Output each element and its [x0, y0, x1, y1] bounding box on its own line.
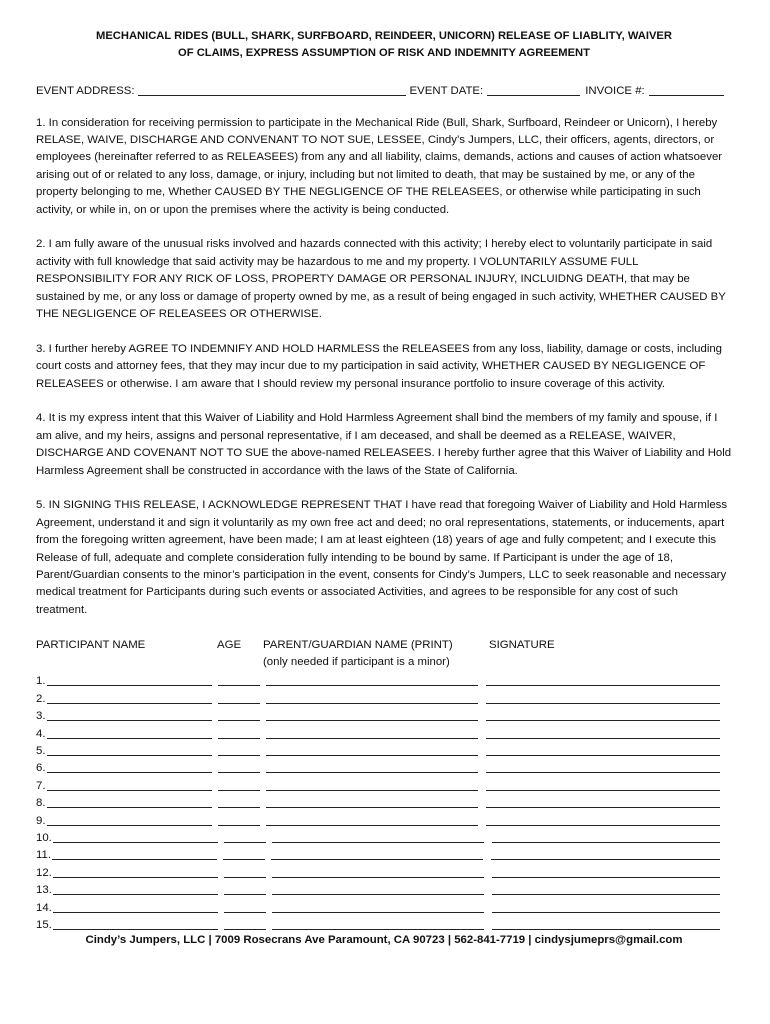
participant-name-field[interactable]	[47, 778, 212, 791]
participant-row	[36, 706, 720, 723]
row-number: 1.	[36, 675, 46, 688]
row-number: 14.	[36, 901, 52, 914]
header-signature: SIGNATURE	[489, 638, 555, 651]
signature-field[interactable]	[486, 708, 721, 721]
parent-guardian-name-field[interactable]	[266, 743, 478, 756]
signature-field[interactable]	[492, 882, 720, 895]
age-field[interactable]	[218, 760, 260, 773]
row-number: 2.	[36, 692, 46, 705]
row-number: 3.	[36, 710, 46, 723]
age-field[interactable]	[218, 691, 260, 704]
age-field[interactable]	[224, 900, 266, 913]
title-line-1: MECHANICAL RIDES (BULL, SHARK, SURFBOARD, REINDEER, UNICORN) RELEASE OF LIABLITY, WAIVER	[96, 30, 672, 42]
event-address-label: EVENT ADDRESS:	[36, 85, 135, 97]
header-parent-guardian: PARENT/GUARDIAN NAME (PRINT)	[263, 638, 453, 651]
participant-name-field[interactable]	[47, 708, 212, 721]
age-field[interactable]	[224, 865, 266, 878]
event-address-field[interactable]	[138, 83, 406, 96]
participant-row	[36, 689, 720, 706]
document-body	[36, 28, 732, 950]
signature-field[interactable]	[492, 900, 720, 913]
age-field[interactable]	[218, 813, 260, 826]
parent-guardian-name-field[interactable]	[272, 830, 484, 843]
clause-2-assumption-of-risk: 2. I am fully aware of the unusual risks involved and hazards connected with this activity; I hereby elect to voluntarily participate in said activity with full knowledge that said activity may be hazardous to me and my property. I VOLUNTARILY ASSUME FULL RESPONSIBILITY FOR ANY RICK OF LOSS, PROPERTY DAMAGE OR PERSONAL INJURY, INCLUIDNG DEATH, that may be sustained by me, or any loss or damage of property owned by me, as a result of being engaged in such activity, WHETHER CAUSED BY THE NEGLIGENCE OF RELEASEES OR OTHERWISE.	[36, 238, 726, 321]
age-field[interactable]	[223, 847, 265, 860]
event-date-field[interactable]	[487, 83, 580, 96]
participant-name-field[interactable]	[47, 726, 212, 739]
participant-row	[36, 915, 720, 932]
participant-name-field[interactable]	[47, 691, 212, 704]
age-field[interactable]	[218, 778, 260, 791]
title-line-2: OF CLAIMS, EXPRESS ASSUMPTION OF RISK AND INDEMNITY AGREEMENT	[178, 47, 590, 59]
parent-guardian-name-field[interactable]	[266, 708, 478, 721]
parent-guardian-name-field[interactable]	[272, 917, 484, 930]
parent-guardian-name-field[interactable]	[266, 795, 478, 808]
participant-name-field[interactable]	[52, 847, 217, 860]
footer-contact-info: Cindy’s Jumpers, LLC | 7009 Rosecrans Ave Paramount, CA 90723 | 562-841-7719 | cindysjumeprs@gmail.com	[85, 934, 683, 947]
row-number: 12.	[36, 866, 52, 879]
parent-guardian-name-field[interactable]	[272, 900, 484, 913]
header-parent-guardian-note: (only needed if participant is a minor)	[263, 656, 450, 669]
participant-name-field[interactable]	[47, 743, 212, 756]
age-field[interactable]	[218, 743, 260, 756]
participant-row	[36, 758, 720, 775]
participant-name-field[interactable]	[53, 900, 218, 913]
clause-3-indemnity: 3. I further hereby AGREE TO INDEMNIFY AND HOLD HARMLESS the RELEASEES from any loss, liability, damage or costs, including court costs and attorney fees, that they may incur due to my participation in said activity, WHETHER CAUSED BY NEGLIGENCE OF RELEASEES or otherwise. I am aware that I should review my personal insurance portfolio to insure coverage of this activity.	[36, 342, 723, 390]
parent-guardian-name-field[interactable]	[271, 847, 483, 860]
parent-guardian-name-field[interactable]	[272, 882, 484, 895]
row-number: 7.	[36, 779, 46, 792]
clause-5-acknowledgement: 5. IN SIGNING THIS RELEASE, I ACKNOWLEDGE REPRESENT THAT I have read that foregoing Waiver of Liability and Hold Harmless Agreement, understand it and sign it voluntarily as my own free act and deed; no oral representations, statements, or inducements, apart from the foregoing written agreement, have been made; I am at least eighteen (18) years of age and fully competent; and I execute this Release of full, adequate and complete consideration fully intending to be bound by same. If Participant is under the age of 18, Parent/Guardian consents to the minor’s participation in the event, consents for Cindy’s Jumpers, LLC to seek reasonable and necessary medical treatment for Participants during such events or associated Activities, and agrees to be responsible for any cost of such treatment.	[36, 499, 728, 616]
signature-field[interactable]	[492, 917, 720, 930]
document-title	[36, 28, 732, 62]
participant-row	[36, 828, 720, 845]
participant-table-header	[36, 637, 732, 672]
signature-field[interactable]	[492, 830, 720, 843]
row-number: 10.	[36, 832, 52, 844]
participant-row	[36, 863, 720, 880]
age-field[interactable]	[218, 708, 260, 721]
event-date-label: EVENT DATE:	[409, 85, 484, 97]
participant-name-field[interactable]	[47, 795, 212, 808]
row-number: 4.	[36, 727, 46, 740]
participant-row	[36, 724, 720, 741]
participant-row	[36, 880, 720, 897]
parent-guardian-name-field[interactable]	[272, 865, 484, 878]
age-field[interactable]	[218, 673, 260, 686]
participant-row	[36, 671, 720, 688]
participant-name-field[interactable]	[53, 917, 218, 930]
participant-name-field[interactable]	[53, 830, 218, 843]
participant-row	[36, 776, 720, 793]
age-field[interactable]	[218, 726, 260, 739]
age-field[interactable]	[224, 882, 266, 895]
age-field[interactable]	[224, 830, 266, 843]
participant-row	[36, 793, 720, 810]
row-number: 8.	[36, 797, 46, 810]
row-number: 6.	[36, 762, 46, 775]
signature-field[interactable]	[486, 795, 721, 808]
row-number: 9.	[36, 814, 46, 827]
row-number: 15.	[36, 918, 52, 931]
age-field[interactable]	[224, 917, 266, 930]
signature-field[interactable]	[486, 743, 721, 756]
participant-name-field[interactable]	[53, 882, 218, 895]
signature-field[interactable]	[492, 865, 720, 878]
parent-guardian-name-field[interactable]	[266, 760, 478, 773]
participant-row	[36, 741, 720, 758]
row-number: 11.	[36, 849, 51, 862]
participant-name-field[interactable]	[47, 760, 212, 773]
participant-name-field[interactable]	[53, 865, 218, 878]
signature-field[interactable]	[486, 726, 721, 739]
participant-row	[36, 811, 720, 828]
participant-name-field[interactable]	[47, 813, 212, 826]
participant-row	[36, 898, 720, 915]
signature-field[interactable]	[491, 847, 720, 860]
invoice-number-field[interactable]	[649, 83, 724, 96]
agreement-clauses	[36, 115, 732, 620]
signature-field[interactable]	[486, 691, 721, 704]
clause-4-binding-intent: 4. It is my express intent that this Waiver of Liability and Hold Harmless Agreement shall bind the members of my family and spouse, if I am alive, and my heirs, assigns and personal representative, if I am deceased, and shall be deemed as a RELEASE, WAIVER, DISCHARGE AND COVENANT NOT TO SUE the above-named RELEASEES. I hereby further agree that this Waiver of Liability and Hold Harmless Agreement shall be constructed in accordance with the laws of the State of California.	[36, 412, 732, 477]
invoice-number-label: INVOICE #:	[585, 85, 645, 97]
signature-field[interactable]	[486, 778, 721, 791]
signature-field[interactable]	[486, 760, 721, 773]
parent-guardian-name-field[interactable]	[266, 673, 478, 686]
parent-guardian-name-field[interactable]	[266, 726, 478, 739]
signature-field[interactable]	[486, 673, 721, 686]
row-number: 5.	[36, 745, 46, 758]
parent-guardian-name-field[interactable]	[266, 778, 478, 791]
row-number: 13.	[36, 884, 52, 897]
age-field[interactable]	[218, 795, 260, 808]
participant-name-field[interactable]	[47, 673, 212, 686]
parent-guardian-name-field[interactable]	[266, 691, 478, 704]
clause-1-release: 1. In consideration for receiving permission to participate in the Mechanical Ride (Bull, Shark, Surfboard, Reindeer or Unicorn), I hereby RELASE, WAIVE, DISCHARGE AND CONVENANT TO NOT SUE, LESSEE, Cindy’s Jumpers, LLC, their officers, agents, directors, or employees (hereinafter referred to as RELEASEES) from any and all liability, claims, demands, actions and causes of action whatsoever arising out of or related to any loss, damage, or injury, including but not limited to death, that may be sustained by me, or any of the property belonging to me, Whether CAUSED BY THE NEGLIGENCE OF THE RELEASEES, or otherwise while participating in such activity, or while in, on or upon the premises where the activity is being conducted.	[36, 116, 723, 216]
participant-row	[36, 845, 720, 862]
signature-field[interactable]	[486, 813, 721, 826]
header-participant-name: PARTICIPANT NAME	[36, 638, 146, 651]
parent-guardian-name-field[interactable]	[266, 813, 478, 826]
header-age: AGE	[217, 638, 242, 651]
participant-rows	[36, 671, 732, 932]
event-details-line	[36, 81, 732, 98]
